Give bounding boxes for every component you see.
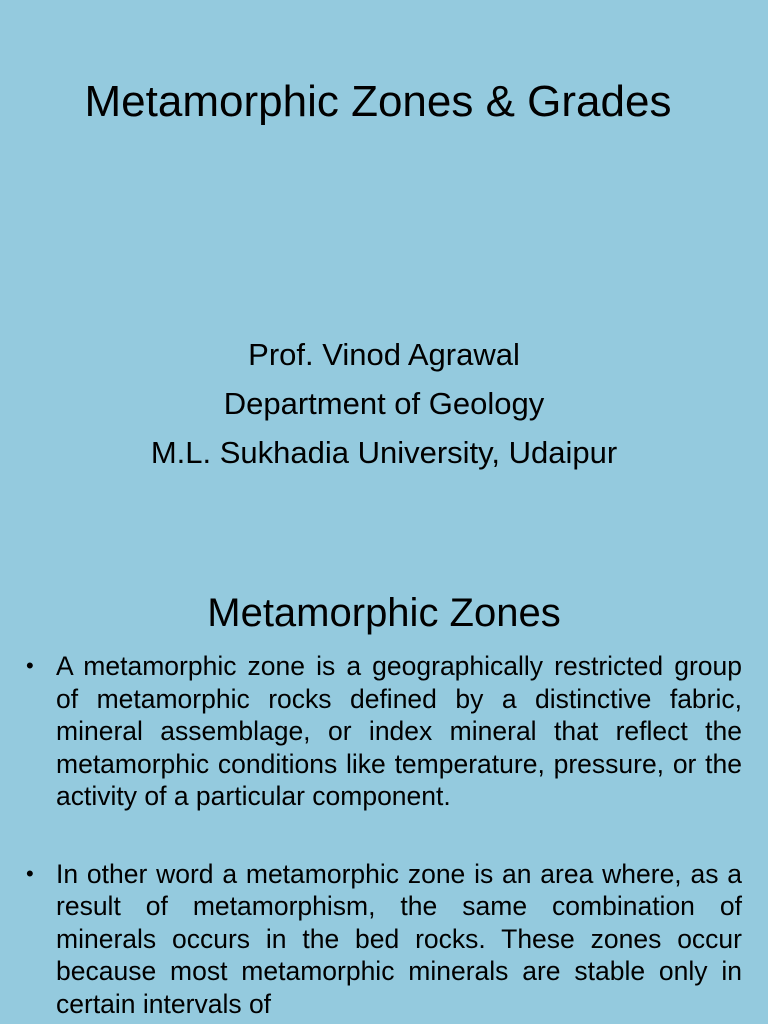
bullet-text: In other word a metamorphic zone is an area where, as a result of metamorphism, the same combination of minerals occurs in the bed rocks. These zones occur because most metamorphic minerals are stable only in certain intervals of xyxy=(56,858,742,1019)
bullet-icon: • xyxy=(26,860,34,886)
bullet-icon: • xyxy=(26,653,34,678)
slide-subtitle xyxy=(0,330,768,477)
bullet-item xyxy=(24,650,742,813)
bullet-item xyxy=(24,858,742,1021)
university-name: M.L. Sukhadia University, Udaipur xyxy=(150,435,618,470)
bullet-list xyxy=(24,650,742,1024)
slide-title: Metamorphic Zones & Grades xyxy=(84,77,672,126)
department-name: Department of Geology xyxy=(223,386,545,421)
bullet-text: A metamorphic zone is a geographically restricted group of metamorphic rocks defined by a distinctive fabric, mineral assemblage, or index mineral that reflect the metamorphic conditions like temperature, pressure, or the activity of a particular component. xyxy=(56,651,742,811)
content-slide xyxy=(0,576,768,1024)
slide-title: Metamorphic Zones xyxy=(207,591,561,635)
author-name: Prof. Vinod Agrawal xyxy=(248,337,520,372)
